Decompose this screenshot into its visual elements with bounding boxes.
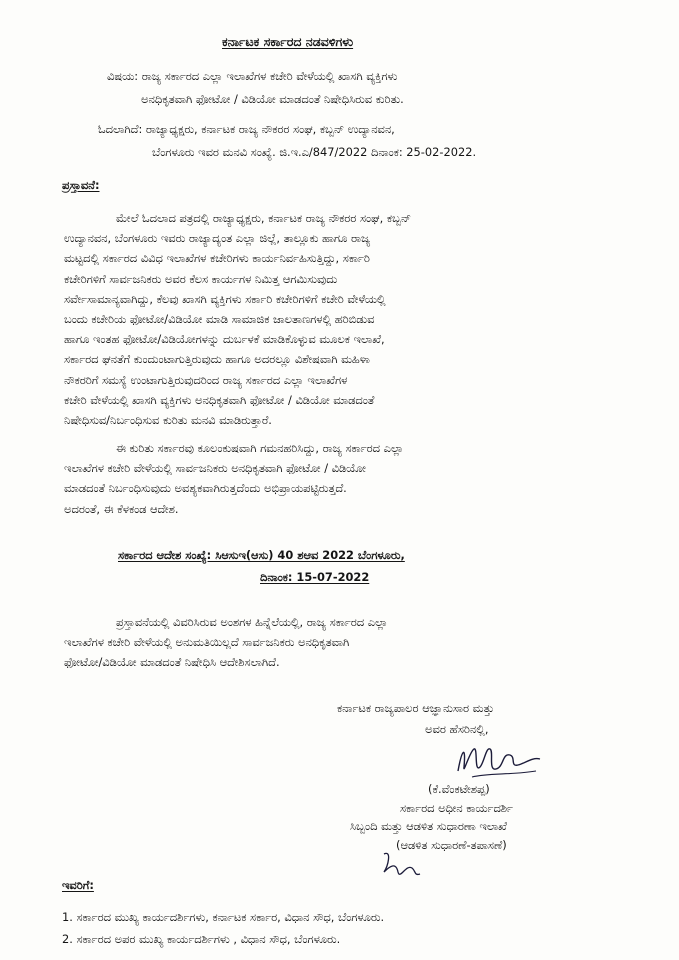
initials-mark bbox=[378, 846, 426, 886]
preamble-p2-line: ಇಲಾಖೆಗಳ ಕಚೇರಿ ವೇಳೆಯಲ್ಲಿ ಸಾರ್ವಜನಿಕರು ಅನಧಿಕೃತವಾಗಿ ಫೋಟೋ / ವಿಡಿಯೋ bbox=[64, 461, 366, 476]
reference-line-1: ಓದಲಾಗಿದೆ: ರಾಜ್ಯಾಧ್ಯಕ್ಷರು, ಕರ್ನಾಟಕ ರಾಜ್ಯ ನೌಕರರ ಸಂಘ, ಕಬ್ಬನ್ ಉದ್ಯಾನವನ, bbox=[98, 122, 395, 136]
recipient-item: 2. ಸರ್ಕಾರದ ಅಪರ ಮುಖ್ಯ ಕಾರ್ಯದರ್ಶಿಗಳು , ವಿಧಾನ ಸೌಧ, ಬೆಂಗಳೂರು. bbox=[62, 932, 341, 946]
signature-authority-line: ಕರ್ನಾಟಕ ರಾಜ್ಯಪಾಲರ ಆಜ್ಞಾನುಸಾರ ಮತ್ತು bbox=[337, 701, 495, 715]
signatory-designation: ಸರ್ಕಾರದ ಅಧೀನ ಕಾರ್ಯದರ್ಶಿ bbox=[400, 800, 513, 815]
preamble-p1-line: ಸರ್ವೇಸಾಮಾನ್ಯವಾಗಿದ್ದು, ಕೆಲವು ಖಾಸಗಿ ವ್ಯಕ್ತಿಗಳು ಸರ್ಕಾರಿ ಕಚೇರಿಗಳಿಗೆ ಕಚೇರಿ ವೇಳೆಯಲ್ಲಿ bbox=[64, 291, 386, 306]
preamble-p1-line: ನಿಷೇಧಿಸುವ/ನಿರ್ಬಂಧಿಸುವ ಕುರಿತು ಮನವಿ ಮಾಡಿರುತ್ತಾರೆ. bbox=[64, 413, 272, 428]
preamble-p2-line: ಅದರಂತೆ, ಈ ಕೆಳಕಂಡ ಆದೇಶ. bbox=[64, 501, 179, 516]
preamble-paragraph-2 bbox=[64, 438, 616, 519]
order-body bbox=[64, 612, 616, 673]
preamble-p1-line: ಕಚೇರಿ ವೇಳೆಯಲ್ಲಿ ಖಾಸಗಿ ವ್ಯಕ್ತಿಗಳು ಅನಧಿಕೃತವಾಗಿ ಫೋಟೋ / ವಿಡಿಯೋ ಮಾಡದಂತೆ bbox=[64, 392, 375, 407]
subject-line-2: ಅನಧಿಕೃತವಾಗಿ ಫೋಟೋ / ವಿಡಿಯೋ ಮಾಡದಂತೆ ನಿಷೇಧಿಸಿರುವ ಕುರಿತು. bbox=[141, 92, 404, 106]
signatory-section: (ಆಡಳಿತ ಸುಧಾರಣೆ-ತಪಾಸಣೆ) bbox=[396, 837, 507, 852]
signatory-name: (ಕೆ.ವೆಂಕಟೇಶಪ್ಪ) bbox=[428, 782, 490, 796]
preamble-p2-line: ಮಾಡದಂತೆ ನಿರ್ಬಂಧಿಸುವುದು ಅವಶ್ಯಕವಾಗಿರುತ್ತದೆಂದು ಅಭಿಪ್ರಾಯಪಟ್ಟಿರುತ್ತದೆ. bbox=[64, 481, 347, 496]
signature-authority-line-2: ಅವರ ಹೆಸರಿನಲ್ಲಿ, bbox=[425, 722, 489, 736]
recipient-item: 1. ಸರ್ಕಾರದ ಮುಖ್ಯ ಕಾರ್ಯದರ್ಶಿಗಳು, ಕರ್ನಾಟಕ ಸರ್ಕಾರ, ವಿಧಾನ ಸೌಧ, ಬೆಂಗಳೂರು. bbox=[62, 910, 385, 924]
order-number: ಸರ್ಕಾರದ ಆದೇಶ ಸಂಖ್ಯೆ: ಸಿಆಸುಇ(ಆಸು) 40 ಶಆವ 2022 ಬೆಂಗಳೂರು, bbox=[118, 548, 405, 562]
preamble-title: ಪ್ರಸ್ತಾವನೆ: bbox=[62, 178, 100, 192]
order-body-line: ಇಲಾಖೆಗಳ ಕಚೇರಿ ವೇಳೆಯಲ್ಲಿ ಅನುಮತಿಯಿಲ್ಲದೆ ಸಾರ್ವಜನಿಕರು ಅನಧಿಕೃತವಾಗಿ bbox=[64, 635, 350, 650]
preamble-p1-line: ಉದ್ಯಾನವನ, ಬೆಂಗಳೂರು ಇವರು ರಾಜ್ಯಾದ್ಯಂತ ಎಲ್ಲಾ ಜಿಲ್ಲೆ, ತಾಲ್ಲೂಕು ಹಾಗೂ ರಾಜ್ಯ bbox=[64, 231, 371, 246]
preamble-p1-line: ಬಂದು ಕಚೇರಿಯ ಫೋಟೋ/ವಿಡಿಯೋ ಮಾಡಿ ಸಾಮಾಜಿಕ ಜಾಲತಾಣಗಳಲ್ಲಿ ಹರಿಬಿಡುವ bbox=[64, 312, 375, 327]
preamble-p1-line: ನೌಕರರಿಗೆ ಸಮಸ್ಯೆ ಉಂಟಾಗುತ್ತಿರುವುದರಿಂದ ರಾಜ್ಯ ಸರ್ಕಾರದ ಎಲ್ಲಾ ಇಲಾಖೆಗಳ bbox=[64, 372, 348, 387]
recipients-title: ಇವರಿಗೆ: bbox=[62, 878, 94, 892]
subject-line-1: ವಿಷಯ: ರಾಜ್ಯ ಸರ್ಕಾರದ ಎಲ್ಲಾ ಇಲಾಖೆಗಳ ಕಚೇರಿ ವೇಳೆಯಲ್ಲಿ ಖಾಸಗಿ ವ್ಯಕ್ತಿಗಳು bbox=[107, 69, 398, 83]
preamble-paragraph-1 bbox=[64, 208, 616, 430]
signatory-department: ಸಿಬ್ಬಂದಿ ಮತ್ತು ಆಡಳಿತ ಸುಧಾರಣಾ ಇಲಾಖೆ bbox=[350, 819, 507, 833]
order-body-line: ಫೋಟೋ/ವಿಡಿಯೋ ಮಾಡದಂತೆ ನಿಷೇಧಿಸಿ ಆದೇಶಿಸಲಾಗಿದೆ. bbox=[64, 655, 280, 670]
signatory-details bbox=[350, 780, 513, 854]
preamble-p1-line: ಕಚೇರಿಗಳಿಗೆ ಸಾರ್ವಜನಿಕರು ಅವರ ಕೆಲಸ ಕಾರ್ಯಗಳ ನಿಮಿತ್ತ ಆಗಮಿಸುವುದು bbox=[64, 271, 338, 286]
order-date: ದಿನಾಂಕ: 15-07-2022 bbox=[260, 570, 370, 584]
preamble-p1-line: ಮೇಲೆ ಓದಲಾದ ಪತ್ರದಲ್ಲಿ ರಾಜ್ಯಾಧ್ಯಕ್ಷರು, ಕರ್ನಾಟಕ ರಾಜ್ಯ ನೌಕರರ ಸಂಘ, ಕಬ್ಬನ್ bbox=[116, 211, 411, 225]
preamble-p1-line: ಹಾಗೂ ಇಂತಹ ಫೋಟೋ/ವಿಡಿಯೋಗಳನ್ನು ದುರ್ಬಳಕೆ ಮಾಡಿಕೊಳ್ಳುವ ಮೂಲಕ ಇಲಾಖೆ, bbox=[64, 332, 385, 347]
preamble-p1-line: ಮಟ್ಟದಲ್ಲಿ ಸರ್ಕಾರದ ವಿವಿಧ ಇಲಾಖೆಗಳ ಕಚೇರಿಗಳು ಕಾರ್ಯನಿರ್ವಹಿಸುತ್ತಿದ್ದು, ಸರ್ಕಾರಿ bbox=[64, 251, 370, 266]
recipients-list bbox=[62, 906, 384, 950]
order-body-line: ಪ್ರಸ್ತಾವನೆಯಲ್ಲಿ ವಿವರಿಸಿರುವ ಅಂಶಗಳ ಹಿನ್ನೆಲೆಯಲ್ಲಿ, ರಾಜ್ಯ ಸರ್ಕಾರದ ಎಲ್ಲಾ bbox=[116, 615, 388, 629]
preamble-p2-line: ಈ ಕುರಿತು ಸರ್ಕಾರವು ಕೂಲಂಕುಷವಾಗಿ ಗಮನಹರಿಸಿದ್ದು, ರಾಜ್ಯ ಸರ್ಕಾರದ ಎಲ್ಲಾ bbox=[116, 441, 404, 455]
reference-line-2: ಬೆಂಗಳೂರು ಇವರ ಮನವಿ ಸಂಖ್ಯೆ. ಜಿ.ಇ.ಎ/847/2022 ದಿನಾಂಕ: 25-02-2022. bbox=[152, 145, 477, 159]
document-heading: ಕರ್ನಾಟಕ ಸರ್ಕಾರದ ನಡವಳಿಗಳು bbox=[222, 34, 354, 49]
preamble-p1-line: ಸರ್ಕಾರದ ಘನತೆಗೆ ಕುಂದುಂಟಾಗುತ್ತಿರುವುದು ಹಾಗೂ ಅದರಲ್ಲೂ ವಿಶೇಷವಾಗಿ ಮಹಿಳಾ bbox=[64, 352, 370, 367]
